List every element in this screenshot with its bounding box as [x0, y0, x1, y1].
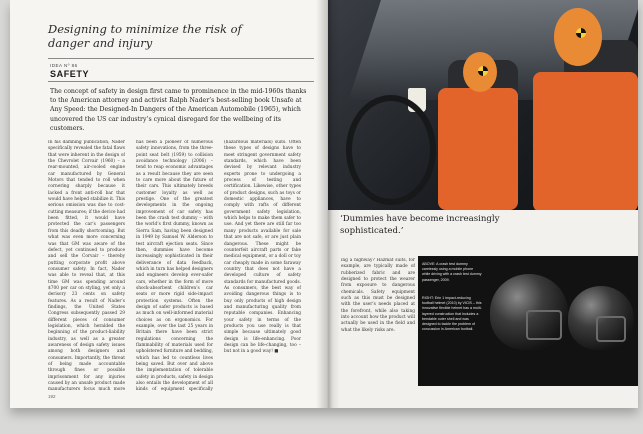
- right-page: [328, 0, 638, 408]
- steering-wheel: [346, 95, 436, 205]
- caption-helmet: RIGHT: Erin 1 impact-reducing football helmet (2010) by VICIS – this innovative flexible helmet has a multi-layered construction that includes a bendable outer shell and was designed to tackle the problem of concussion in American football.: [422, 296, 482, 332]
- intro-paragraph: The concept of safety in design first came to prominence in the mid-1960s thanks to the American attorney and activist Ralph Nader’s best-selling book Unsafe at Any Speed: the Designed-In Dangers of the American Automobile (1965), which uncovered the US car industry’s cynical disregard for the wellbeing of its customers.: [50, 88, 307, 132]
- book-gutter: [316, 0, 340, 408]
- helmet-right: [568, 286, 634, 350]
- idea-number: IDEA Nº 86: [50, 63, 78, 68]
- left-page: [10, 0, 328, 408]
- face-mask: [526, 310, 562, 340]
- chapter-title: Designing to minimize the risk of danger and injury: [48, 22, 242, 50]
- idea-title: SAFETY: [50, 69, 90, 79]
- body-column-2: has been a pioneer of numerous safety innovations, from the three-point seat belt (1959) to collision avoidance technology (2006) – tend to reap economic advantages as a result because they are seen to care more about the future of their cars. This ultimately breeds customer loyalty as well as prestige. One of the greatest developments in the ongoing improvement of car safety has been the crash test dummy – with the world’s first dummy, known as Sierra Sam, having been designed in 1949 by Samuel W. Alderson to test aircraft ejection seats. Since then, dummies have become increasingly sophisticated in their deliverance of data feedback, which in turn has helped designers and engineers develop ever-safer cars, whether in the form of more shock-absorbent children’s car seats or more rigid side-impact protection systems. Often the design of safer products is based as much on well-informed material choices as on ergonomics. For example, over the last 25 years in Britain there have been strict regulations concerning the flammability of materials used for upholstered furniture and bedding, which has led to countless lives being saved. But over and above the implementation of tolerable safety in products, safety in design also entails the development of all kinds of equipment specifically: [136, 140, 213, 392]
- body-column-1: In his damning publication, Nader specifically revealed the fatal flaws that were inherent in the design of the Chevrolet Corvair (1960) – a rear-mounted, air-cooled engine car manufactured by General Motors that tended to roll when cornering sharply because it lacked a front anti-roll bar that would have helped stabilize it. This serious omission was due to cost-cutting measures; if the device had been fitted, it would have protected the car’s passengers from this deadly shortcoming. But what was even more concerning was that GM was aware of the defect, yet continued to produce and sell the Corvair – thereby putting corporate profit above consumer safety. In fact, Nader was able to reveal that, at this time GM was spending around $700 per car on styling, yet only a derisory 23 cents on safety features. As a result of Nader’s findings, the United States Congress subsequently passed 29 different pieces of consumer legislation, which heralded the beginning of the product-liability industry, as well as a greater awareness of design safety issues among both designers and consumers. Importantly, the threat of being made accountable through fines or possible imprisonment for any injuries caused by an unsafe product made manufacturers focus much more: [48, 140, 125, 392]
- body-column-3: (hazardous materials) suits. Often these types of designs have to meet stringent government safety standards, which have been devised by relevant industry experts prone to undergoing a process of testing and certification. Likewise, other types of product designs, such as toys or domestic appliances, have to comply with rafts of different government safety legislation, which helps to make them safer to use. And yet there are still far too many products available for sale that are not safe, or are just plain dangerous. These might be counterfeit aircraft parts or fake medical equipment, or a doll or toy car cheaply made in some faraway country that does not have a developed culture of safety standards for manufactured goods. As consumers, the best way of avoiding dangerous things is to buy only products of high design and manufacturing quality from reputable companies. Enhancing your safety in terms of the products you use really is that simple because ultimately good design is life-enhancing. Poor design can be life-changing, too – but not in a good way! ■: [224, 140, 301, 355]
- open-book: [10, 0, 638, 408]
- dummy-driver-body: [438, 88, 518, 210]
- page-number: 192: [48, 394, 56, 399]
- body-column-4: ing a highway? Hazmat suits, for example, are typically made of rubberized fabric and are designed to protect the wearer from exposure to dangerous chemicals. Safety equipment such as this must be designed with the user’s needs placed at the forefront, while also taking into account how the product will actually be used in the field and what the likely risks are.: [341, 258, 415, 333]
- divider: [48, 81, 314, 82]
- helmet-left: [490, 274, 568, 350]
- divider: [48, 58, 314, 59]
- target-sticker-icon: [478, 66, 488, 76]
- helmet-photo: [418, 256, 638, 386]
- pull-quote: ‘Dummies have become increasingly sophisticated.’: [340, 214, 500, 236]
- target-sticker-icon: [576, 28, 586, 38]
- face-mask: [596, 316, 626, 342]
- dummy-passenger-body: [533, 72, 638, 210]
- crash-dummy-photo: [328, 0, 638, 210]
- caption-crash-dummy: ABOVE: A crash test dummy carelessly using a mobile phone while driving with a crash test dummy passenger, 2009.: [422, 262, 482, 282]
